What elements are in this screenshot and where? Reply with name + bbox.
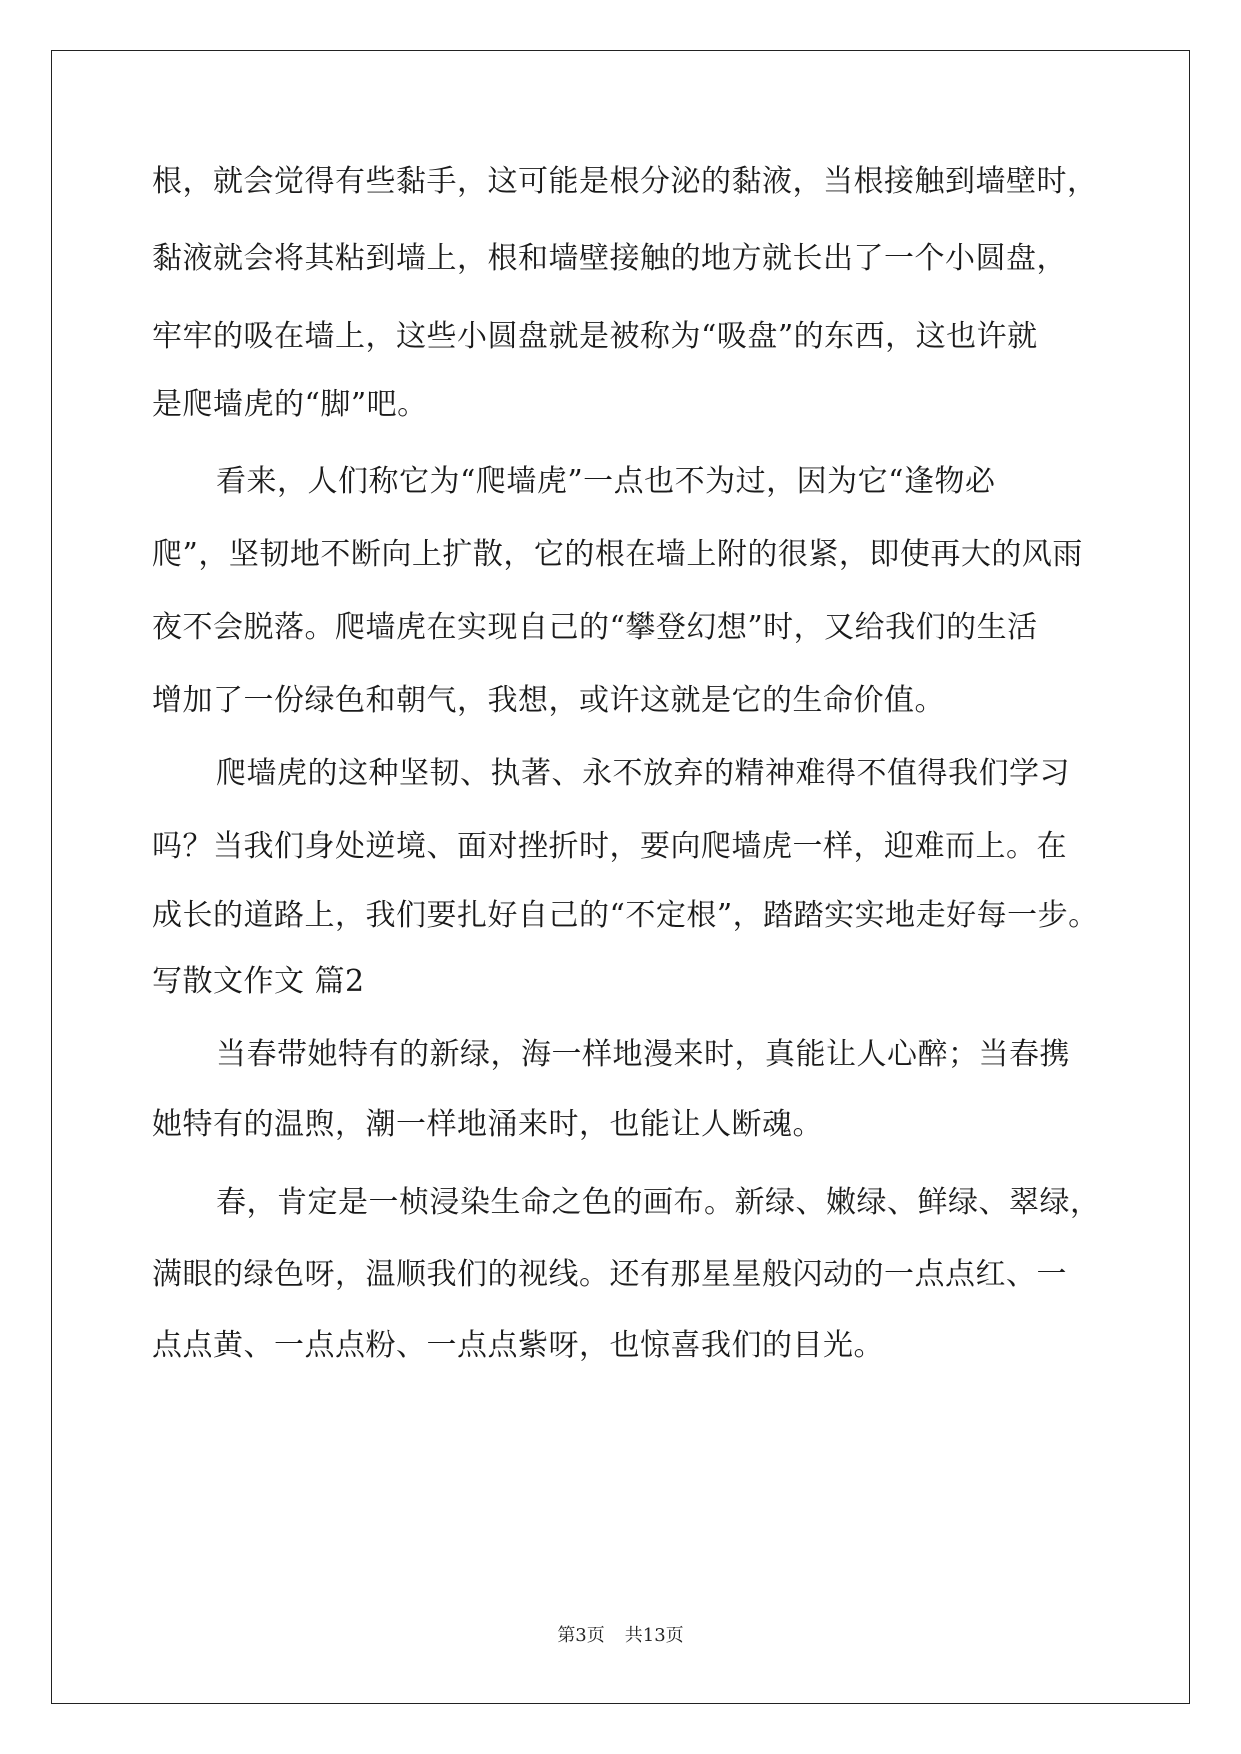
text-line: 她特有的温煦，潮一样地涌来时，也能让人断魂。 [152, 1107, 823, 1142]
total-pages: 共13页 [624, 1625, 684, 1646]
page-footer [0, 1624, 1241, 1648]
paragraph-first-line: 当春带她特有的新绿，海一样地漫来时，真能让人心醉；当春携 [216, 1037, 1070, 1072]
section-heading: 写散文作文 篇2 [152, 964, 365, 999]
text-line: 增加了一份绿色和朝气，我想，或许这就是它的生命价值。 [152, 683, 945, 718]
page-border [51, 50, 1190, 1704]
page-number: 第3页 [557, 1625, 605, 1646]
text-line: 成长的道路上，我们要扎好自己的“不定根”，踏踏实实地走好每一步。 [152, 898, 1099, 933]
text-line: 黏液就会将其粘到墙上，根和墙壁接触的地方就长出了一个小圆盘， [152, 241, 1067, 276]
paragraph-first-line: 看来，人们称它为“爬墙虎”一点也不为过，因为它“逢物必 [216, 464, 996, 499]
text-line: 爬”，坚韧地不断向上扩散，它的根在墙上附的很紧，即使再大的风雨 [152, 537, 1083, 572]
text-line: 夜不会脱落。爬墙虎在实现自己的“攀登幻想”时，又给我们的生活 [152, 610, 1038, 645]
text-line: 吗？当我们身处逆境、面对挫折时，要向爬墙虎一样，迎难而上。在 [152, 829, 1067, 864]
text-line: 是爬墙虎的“脚”吧。 [152, 387, 428, 422]
text-line: 根，就会觉得有些黏手，这可能是根分泌的黏液，当根接触到墙壁时， [152, 164, 1098, 199]
text-line: 满眼的绿色呀，温顺我们的视线。还有那星星般闪动的一点点红、一 [152, 1257, 1067, 1292]
text-line: 牢牢的吸在墙上，这些小圆盘就是被称为“吸盘”的东西，这也许就 [152, 319, 1038, 354]
paragraph-first-line: 春，肯定是一桢浸染生命之色的画布。新绿、嫩绿、鲜绿、翠绿， [216, 1185, 1101, 1220]
paragraph-first-line: 爬墙虎的这种坚韧、执著、永不放弃的精神难得不值得我们学习 [216, 756, 1070, 791]
text-line: 点点黄、一点点粉、一点点紫呀，也惊喜我们的目光。 [152, 1328, 884, 1363]
